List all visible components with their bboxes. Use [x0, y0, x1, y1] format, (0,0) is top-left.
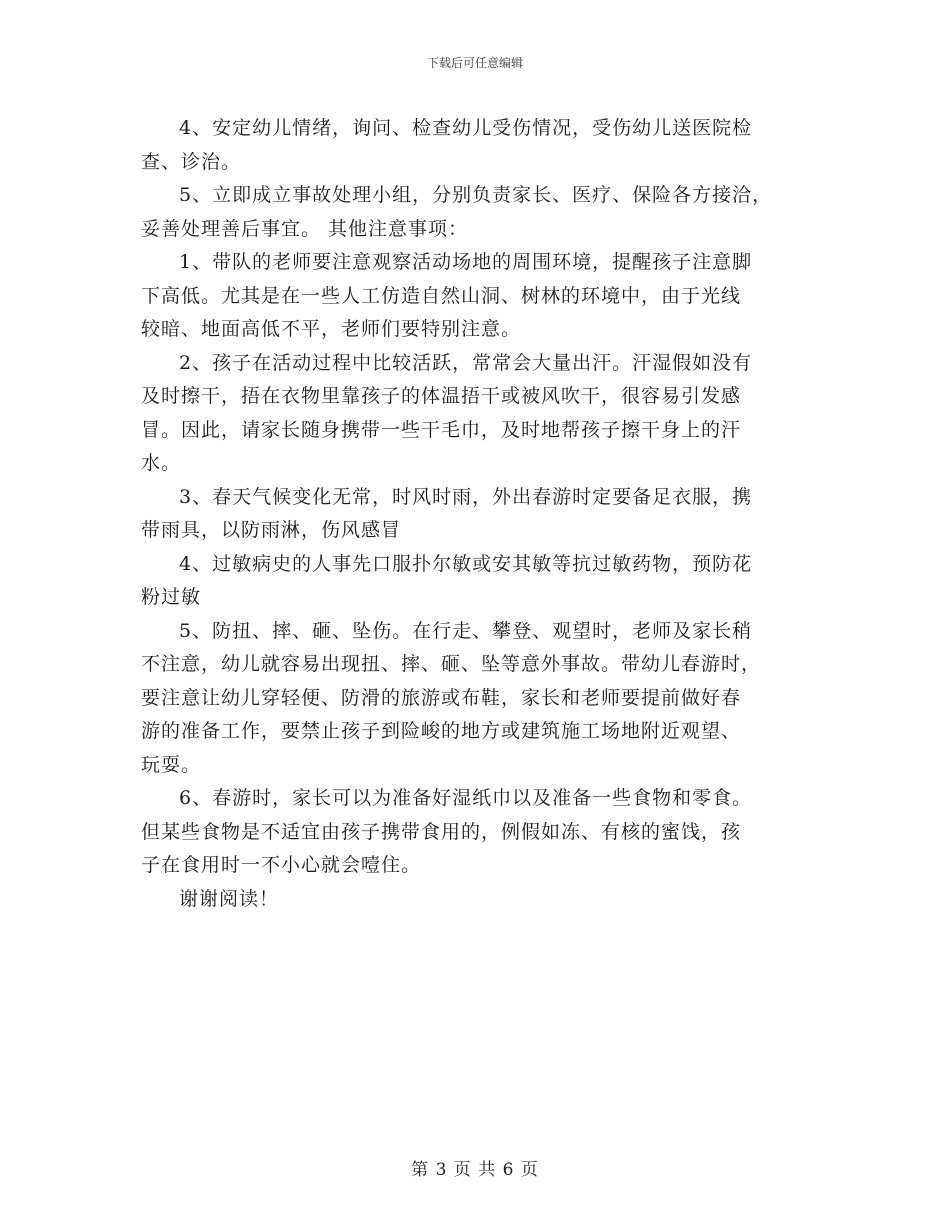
paragraph [141, 179, 811, 246]
paragraph [141, 246, 811, 347]
paragraph-line: 3、春天气候变化无常，时风时雨，外出春游时定要备足衣服，携 [179, 485, 753, 508]
paragraph-line: 但某些食物是不适宜由孩子携带食用的，例假如冻、有核的蜜饯，孩 [141, 820, 742, 843]
page-footer: 第 3 页 共 6 页 [411, 1160, 539, 1180]
paragraph-line: 水。 [141, 452, 182, 474]
paragraph [141, 883, 811, 917]
paragraph-line: 及时擦干，捂在衣物里靠孩子的体温捂干或被风吹干，很容易引发感 [141, 385, 742, 407]
paragraph-line: 谢谢阅读！ [179, 887, 280, 910]
paragraph [141, 782, 811, 883]
paragraph-line: 游的准备工作，要禁止孩子到险峻的地方或建筑施工场地附近观望、 [141, 720, 742, 742]
paragraph-line: 5、立即成立事故处理小组，分别负责家长、医疗、保险各方接洽， [179, 184, 773, 206]
paragraph-line: 1、带队的老师要注意观察活动场地的周围环境，提醒孩子注意脚 [179, 251, 753, 273]
paragraph-line: 4、过敏病史的人事先口服扑尔敏或安其敏等抗过敏药物，预防花 [179, 552, 753, 575]
paragraph-line: 不注意，幼儿就容易出现扭、摔、砸、坠等意外事故。带幼儿春游时， [141, 653, 762, 675]
page-header: 下载后可任意编辑 [426, 56, 523, 70]
paragraph-line: 要注意让幼儿穿轻便、防滑的旅游或布鞋，家长和老师要提前做好春 [141, 686, 742, 709]
paragraph-line: 4、安定幼儿情绪，询问、检查幼儿受伤情况，受伤幼儿送医院检 [179, 117, 753, 139]
document-body [141, 112, 811, 916]
paragraph [141, 615, 811, 783]
paragraph-line: 带雨具，以防雨淋，伤风感冒 [141, 519, 402, 541]
paragraph-line: 冒。因此，请家长随身携带一些干毛巾，及时地帮孩子擦干身上的汗 [141, 418, 742, 441]
paragraph-line: 子在食用时一不小心就会噎住。 [141, 854, 422, 876]
paragraph-line: 玩耍。 [141, 753, 202, 776]
paragraph [141, 548, 811, 615]
paragraph-line: 查、诊治。 [141, 150, 242, 173]
paragraph-line: 较暗、地面高低不平，老师们要特别注意。 [141, 318, 522, 340]
paragraph-line: 妥善处理善后事宜。 其他注意事项： [141, 217, 469, 240]
paragraph [141, 112, 811, 179]
paragraph [141, 481, 811, 548]
paragraph-line: 下高低。尤其是在一些人工仿造自然山洞、树林的环境中，由于光线 [141, 284, 742, 307]
paragraph-line: 粉过敏 [141, 586, 202, 608]
paragraph-line: 6、春游时，家长可以为准备好湿纸巾以及准备一些食物和零食。 [179, 787, 753, 809]
paragraph-line: 2、孩子在活动过程中比较活跃，常常会大量出汗。汗湿假如没有 [179, 351, 753, 374]
paragraph [141, 347, 811, 481]
paragraph-line: 5、防扭、摔、砸、坠伤。在行走、攀登、观望时，老师及家长稍 [179, 619, 753, 642]
